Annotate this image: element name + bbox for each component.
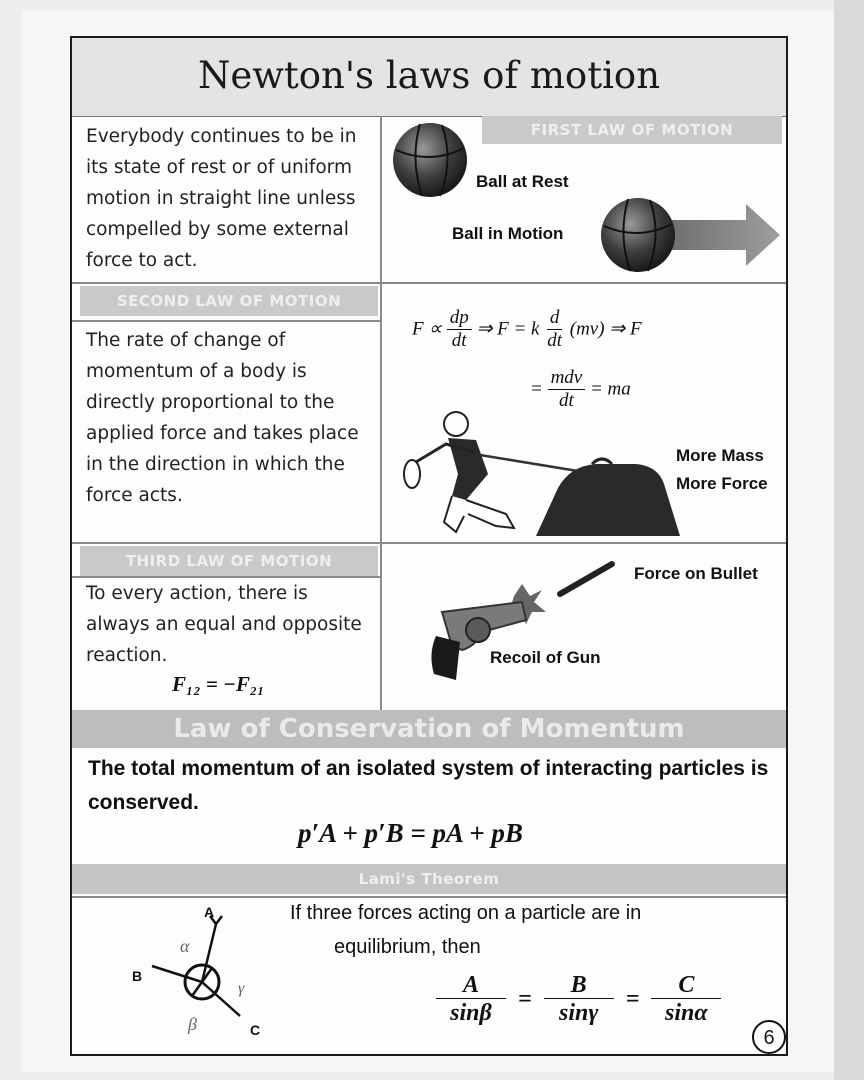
lamis-den-b: sinγ	[559, 1000, 599, 1027]
lamis-angle-alpha: α	[180, 936, 190, 956]
eq-d-dt	[544, 308, 565, 353]
conservation-text: The total momentum of an isolated system of interacting particles is conserved.	[88, 757, 769, 814]
lamis-num-a: A	[436, 972, 506, 999]
eq-mid: ⇒ F = k	[476, 318, 540, 340]
divider-lamis	[72, 896, 786, 898]
first-law-banner: FIRST LAW OF MOTION	[482, 116, 782, 144]
ball-at-rest-label: Ball at Rest	[476, 172, 569, 191]
conservation-formula: p′A + p′B = pA + pB	[298, 818, 523, 848]
third-law-text: To every action, there is always an equal and opposite reaction.	[86, 583, 362, 666]
lamis-label-c: C	[250, 1022, 261, 1038]
first-law-text: Everybody continues to be in its state of rest or of uniform motion in straight line unless compelled by some external force to act.	[86, 126, 357, 271]
second-law-banner: SECOND LAW OF MOTION	[80, 286, 378, 316]
ball-in-motion-label: Ball in Motion	[452, 224, 564, 243]
more-mass-label: More Mass	[676, 446, 764, 465]
content-frame	[70, 36, 788, 1056]
ball-at-rest-image	[390, 120, 470, 200]
page-number-badge: 6	[752, 1020, 786, 1054]
eq-prop: F ∝	[412, 318, 442, 340]
lamis-den-a: sinβ	[450, 1000, 492, 1027]
lamis-frac-a	[436, 972, 506, 1028]
page-title: Newton's laws of motion	[72, 38, 786, 117]
lamis-banner: Lami's Theorem	[72, 864, 786, 894]
lamis-label-a: A	[204, 904, 215, 920]
lamis-angle-beta: β	[188, 1014, 197, 1034]
lamis-num-b: B	[544, 972, 614, 999]
eq-dp-dt	[447, 308, 472, 353]
eq-equals: =	[530, 378, 543, 400]
ball-in-motion-image	[598, 194, 788, 276]
eq-dt: dt	[451, 329, 467, 351]
third-law-formula: F₁₂ = −F₂₁	[172, 672, 265, 696]
lamis-eq-1: =	[518, 985, 532, 1012]
eq-mv: (mv) ⇒ F	[569, 318, 642, 340]
eq-mdv: mdv	[548, 368, 586, 390]
force-on-bullet-label: Force on Bullet	[634, 564, 758, 583]
lamis-text-line2: equilibrium, then	[334, 936, 481, 958]
divider-first-second	[72, 282, 786, 284]
recoil-of-gun-label: Recoil of Gun	[490, 648, 601, 667]
page-edge-shadow	[834, 0, 864, 1080]
eq-d: d	[547, 308, 563, 330]
second-law-text: The rate of change of momentum of a body is directly proportional to the applied force and takes place in the direction in which the force acts.	[86, 330, 359, 506]
lamis-frac-b	[544, 972, 614, 1028]
pulling-mass-image	[396, 404, 686, 544]
lamis-num-c: C	[651, 972, 721, 999]
third-law-banner: THIRD LAW OF MOTION	[80, 546, 378, 576]
conservation-banner: Law of Conservation of Momentum	[72, 710, 786, 748]
lamis-label-b: B	[132, 968, 143, 984]
lamis-den-c: sinα	[665, 1000, 708, 1027]
lamis-eq-2: =	[625, 985, 640, 1012]
eq-dt-2: dt	[547, 329, 562, 351]
eq-ma: = ma	[589, 378, 631, 400]
divider-second-banner	[72, 320, 380, 322]
lamis-diagram	[122, 902, 282, 1038]
lamis-frac-c	[651, 972, 721, 1028]
lamis-angle-gamma: γ	[238, 980, 245, 997]
divider-second-third	[72, 542, 786, 544]
eq-dt-3: dt	[559, 389, 574, 411]
column-divider	[380, 116, 382, 748]
lamis-text-line1: If three forces acting on a particle are in	[290, 902, 642, 924]
second-law-equation-line1	[412, 308, 642, 353]
lamis-formula	[436, 972, 721, 1028]
eq-dp: dp	[447, 308, 472, 330]
more-force-label: More Force	[676, 474, 768, 493]
